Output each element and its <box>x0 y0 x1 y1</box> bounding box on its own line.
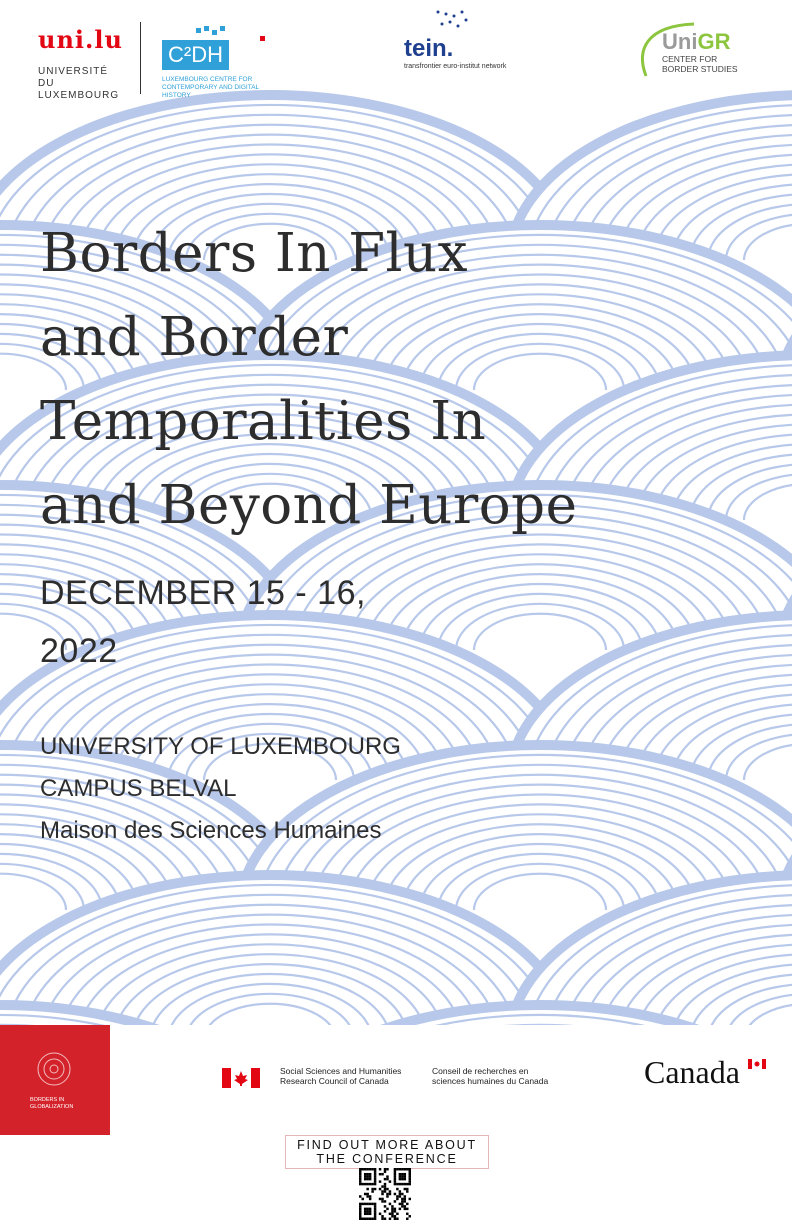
sshrc-logo <box>222 1064 582 1094</box>
cta-line-1: FIND OUT MORE ABOUT <box>297 1138 477 1152</box>
tein-mark: tein. <box>404 35 454 62</box>
big-line1: BORDERS IN <box>30 1097 65 1103</box>
sshrc-fr-line1: Conseil de recherches en <box>432 1066 529 1076</box>
title-line-4: and Beyond Europe <box>40 475 578 536</box>
canada-flag-icon <box>222 1068 260 1088</box>
uni-lu-logo <box>38 25 124 101</box>
borders-in-globalization-logo <box>0 1025 110 1135</box>
title-line-2: and Border <box>40 307 349 368</box>
tein-dots-icon <box>404 8 474 38</box>
unigr-line2: BORDER STUDIES <box>662 64 738 74</box>
canada-word: Canada <box>644 1054 740 1090</box>
cta-line-2: THE CONFERENCE <box>316 1152 458 1166</box>
canada-wordmark <box>644 1054 768 1094</box>
uni-lu-mark: uni.lu <box>38 25 123 54</box>
sshrc-en-line1: Social Sciences and Humanities <box>280 1066 402 1076</box>
poster-title <box>40 212 740 548</box>
uni-lu-line1: UNIVERSITÉ DU <box>38 66 109 89</box>
sshrc-fr-line2: sciences humaines du Canada <box>432 1076 549 1086</box>
c2dh-mark: C²DH <box>162 40 229 70</box>
c2dh-line2: CONTEMPORARY AND DIGITAL HISTORY <box>162 84 259 99</box>
unigr-line1: CENTER FOR <box>662 54 718 64</box>
dates-line-1: DECEMBER 15 - 16, <box>40 574 366 612</box>
conference-link[interactable] <box>285 1135 489 1169</box>
event-venue <box>40 726 540 852</box>
unigr-logo <box>636 20 766 90</box>
canada-wordmark-flag-icon <box>748 1056 766 1066</box>
logo-divider <box>140 22 141 94</box>
tein-logo <box>404 8 524 98</box>
venue-line-1: UNIVERSITY OF LUXEMBOURG <box>40 733 401 760</box>
unigr-mark-a: Uni <box>662 29 698 54</box>
big-line2: GLOBALIZATION <box>30 1104 74 1110</box>
sshrc-en-line2: Research Council of Canada <box>280 1076 389 1086</box>
unigr-mark-b: GR <box>697 29 731 54</box>
venue-line-2: CAMPUS BELVAL <box>40 775 237 802</box>
pixel-decoration-icon <box>196 26 266 44</box>
c2dh-logo <box>162 26 282 99</box>
uni-lu-line2: LUXEMBOURG <box>38 90 120 101</box>
big-circle-icon <box>34 1049 74 1089</box>
title-line-3: Temporalities In <box>40 391 487 452</box>
unigr-arc-icon <box>636 20 700 80</box>
title-line-1: Borders In Flux <box>40 223 469 284</box>
dates-line-2: 2022 <box>40 632 118 670</box>
c2dh-line1: LUXEMBOURG CENTRE FOR <box>162 76 253 83</box>
qr-code-icon[interactable] <box>359 1168 411 1220</box>
event-dates <box>40 564 440 680</box>
tein-subtitle: transfrontier euro-institut network <box>404 63 507 70</box>
venue-line-3: Maison des Sciences Humaines <box>40 817 382 844</box>
